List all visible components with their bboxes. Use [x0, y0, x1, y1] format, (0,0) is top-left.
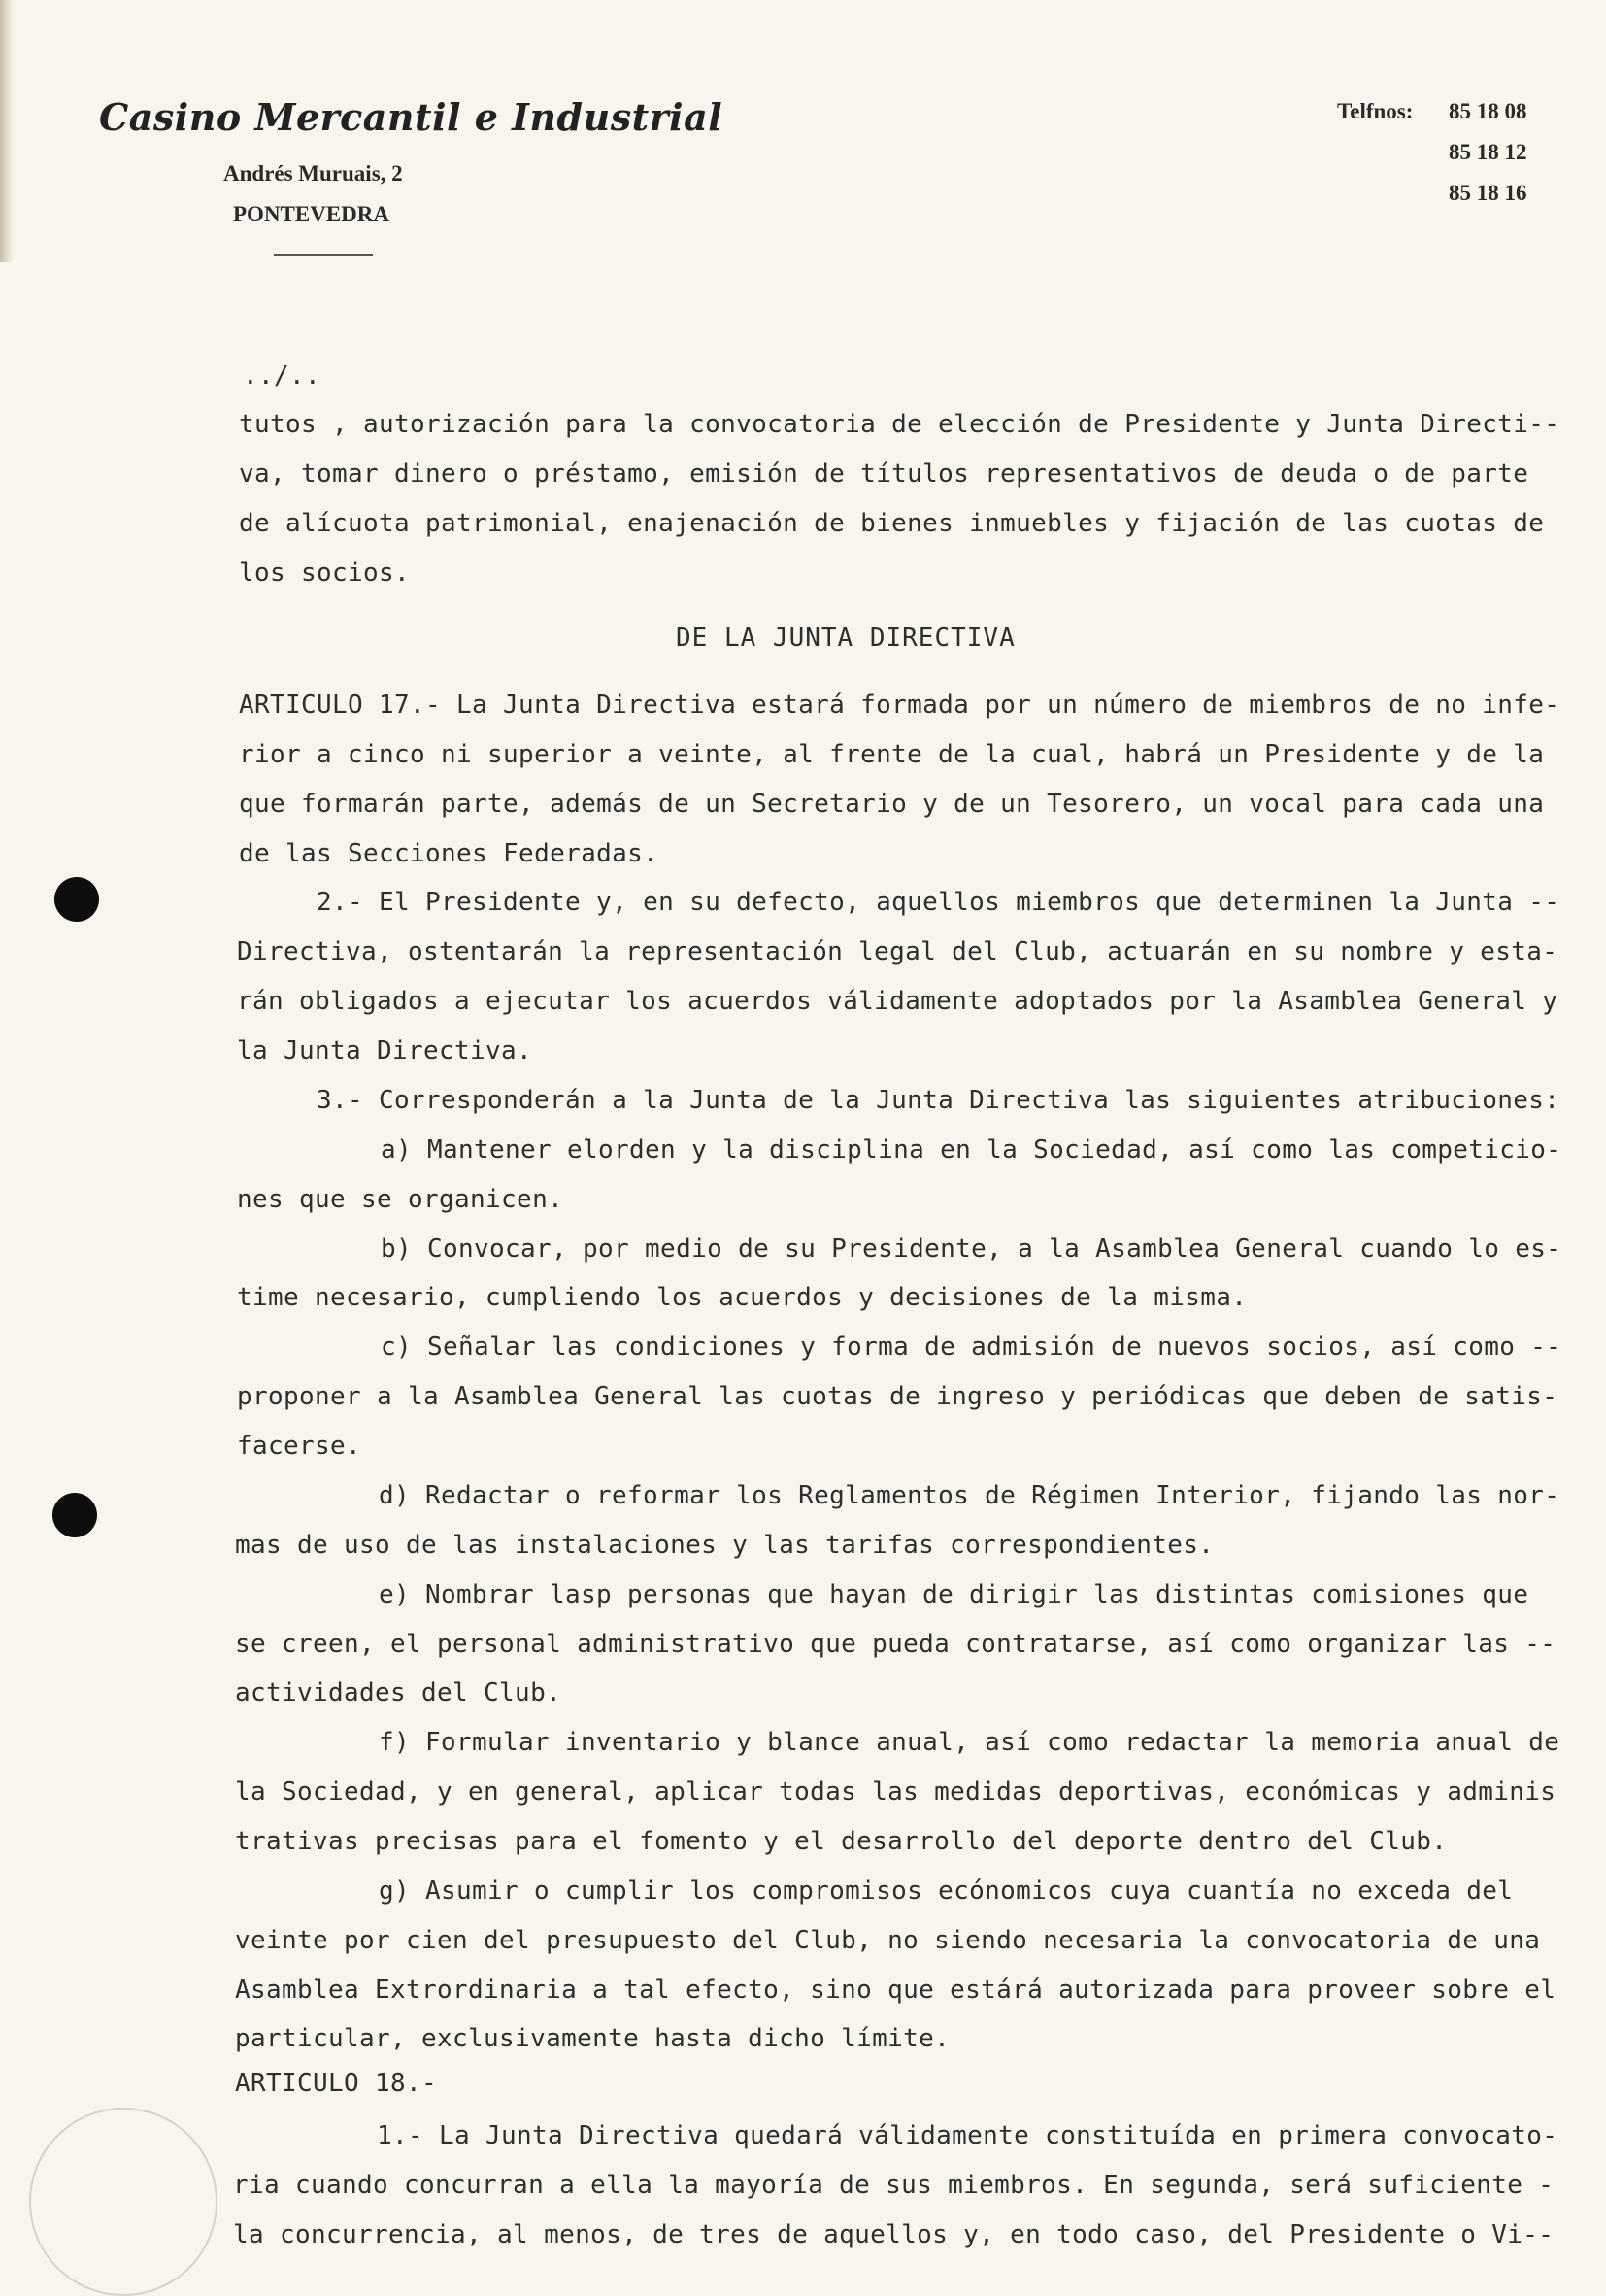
text-line: ria cuando concurran a ella la mayoría de sus miembros. En segunda, será suficiente -: [233, 2171, 1555, 2200]
phones-label: Telfnos:: [1337, 99, 1414, 123]
text-line: actividades del Club.: [235, 1678, 562, 1707]
article-17-line: ARTICULO 17.- La Junta Directiva estará formada por un número de miembros de no infe-: [239, 691, 1560, 720]
text-line: de las Secciones Federadas.: [239, 839, 659, 868]
punch-hole-bottom: [52, 1493, 97, 1537]
text-line: rán obligados a ejecutar los acuerdos válidamente adoptados por la Asamblea General y: [237, 987, 1558, 1016]
text-line: la concurrencia, al menos, de tres de aquellos y, en todo caso, del Presidente o Vi--: [233, 2220, 1555, 2249]
text-line: 1.- La Junta Directiva quedará válidamente constituída en primera convocato-: [377, 2121, 1558, 2150]
faded-stamp: [29, 2108, 217, 2296]
page-edge-shadow: [0, 0, 14, 262]
text-line: Asamblea Extrordinaria a tal efecto, sino que estárá autorizada para proveer sobre el: [235, 1975, 1556, 2005]
text-line: time necesario, cumpliendo los acuerdos y decisiones de la misma.: [237, 1283, 1248, 1312]
text-line: d) Redactar o reformar los Reglamentos de Régimen Interior, fijando las nor-: [379, 1481, 1560, 1510]
text-line: la Sociedad, y en general, aplicar todas las medidas deportivas, económicas y adminis: [235, 1777, 1556, 1806]
article-18-heading: ARTICULO 18.-: [235, 2069, 438, 2098]
text-line: f) Formular inventario y blance anual, así como redactar la memoria anual de: [379, 1728, 1560, 1757]
letterhead-city: PONTEVEDRA: [233, 202, 390, 226]
text-line: facerse.: [237, 1432, 362, 1461]
continuation-mark: ../..: [243, 361, 321, 390]
text-line: que formarán parte, además de un Secretario y de un Tesorero, un vocal para cada una: [239, 790, 1545, 819]
text-line: rior a cinco ni superior a veinte, al frente de la cual, habrá un Presidente y de la: [239, 740, 1545, 769]
phone-number: 85 18 16: [1449, 181, 1527, 205]
text-line: b) Convocar, por medio de su Presidente, a la Asamblea General cuando lo es-: [381, 1234, 1562, 1264]
text-line: particular, exclusivamente hasta dicho límite.: [235, 2024, 951, 2053]
section-heading: DE LA JUNTA DIRECTIVA: [676, 624, 1016, 653]
text-line: e) Nombrar lasp personas que hayan de dirigir las distintas comisiones que: [379, 1580, 1529, 1609]
text-line: c) Señalar las condiciones y forma de admisión de nuevos socios, así como --: [381, 1333, 1562, 1362]
text-line: g) Asumir o cumplir los compromisos ecónomicos cuya cuantía no exceda del: [379, 1876, 1514, 1906]
punch-hole-top: [54, 877, 99, 922]
text-line: va, tomar dinero o préstamo, emisión de títulos representativos de deuda o de parte: [239, 459, 1529, 489]
text-line: mas de uso de las instalaciones y las tarifas correspondientes.: [235, 1531, 1215, 1560]
text-line: veinte por cien del presupuesto del Club, no siendo necesaria la convocatoria de una: [235, 1926, 1541, 1955]
text-line: de alícuota patrimonial, enajenación de bienes inmuebles y fijación de las cuotas de: [239, 509, 1545, 538]
text-line: Directiva, ostentarán la representación legal del Club, actuarán en su nombre y esta-: [237, 937, 1558, 966]
text-line: 2.- El Presidente y, en su defecto, aquellos miembros que determinen la Junta --: [317, 888, 1560, 917]
text-line: tutos , autorización para la convocatoria de elección de Presidente y Junta Directi--: [239, 410, 1560, 439]
phone-number: 85 18 12: [1449, 140, 1527, 164]
text-line: se creen, el personal administrativo que pueda contratarse, así como organizar las --: [235, 1630, 1556, 1659]
letterhead-name: Casino Mercantil e Industrial: [99, 95, 723, 139]
phone-number: 85 18 08: [1449, 99, 1527, 123]
text-line: 3.- Corresponderán a la Junta de la Junta Directiva las siguientes atribuciones:: [317, 1086, 1560, 1115]
text-line: a) Mantener elorden y la disciplina en la Sociedad, así como las competicio-: [381, 1135, 1562, 1165]
text-line: los socios.: [239, 558, 411, 588]
text-line: nes que se organicen.: [237, 1185, 564, 1214]
letterhead-rule: [274, 254, 373, 256]
text-line: la Junta Directiva.: [237, 1036, 533, 1065]
text-line: proponer a la Asamblea General las cuotas de ingreso y periódicas que deben de satis-: [237, 1382, 1558, 1411]
letterhead-address: Andrés Muruais, 2: [223, 161, 403, 186]
text-line: trativas precisas para el fomento y el desarrollo del deporte dentro del Club.: [235, 1827, 1448, 1856]
